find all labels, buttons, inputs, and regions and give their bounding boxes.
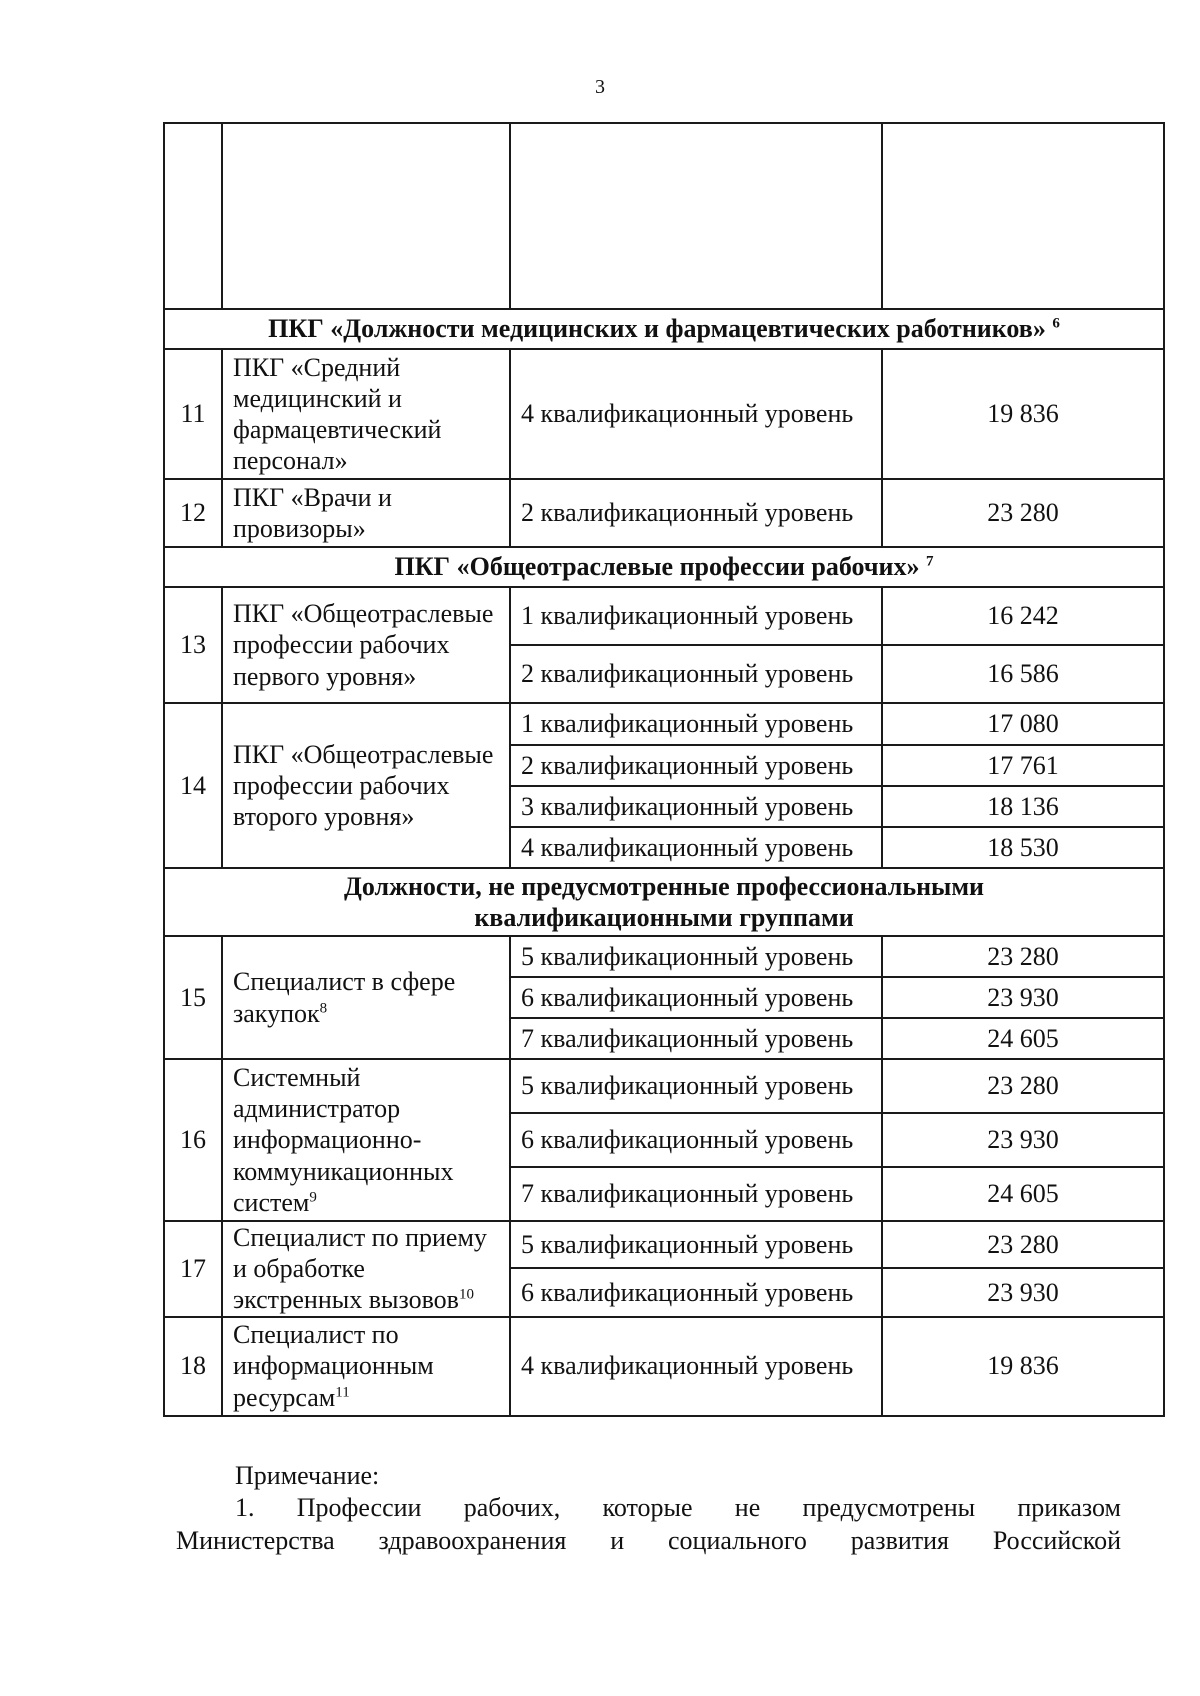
- salary-value: 19 836: [882, 1317, 1164, 1416]
- row-number: 16: [164, 1059, 222, 1221]
- row-number: 15: [164, 936, 222, 1059]
- qualification-level: 3 квалификационный уровень: [510, 786, 882, 827]
- salary-value: 23 930: [882, 1113, 1164, 1167]
- section-row: [164, 309, 1164, 349]
- qualification-level: 5 квалификационный уровень: [510, 1059, 882, 1113]
- section-title-text: ПКГ «Должности медицинских и фармацевтических работников»: [268, 314, 1046, 344]
- table-row: [164, 349, 1164, 479]
- footnote-marker: 7: [926, 553, 934, 570]
- group-name-text: Специалист в сфере закупок: [233, 967, 456, 1028]
- group-name: ПКГ «Общеотраслевые профессии рабочих второго уровня»: [222, 703, 510, 868]
- group-name: [222, 936, 510, 1059]
- table-row: [164, 1059, 1164, 1113]
- qualification-level: 4 квалификационный уровень: [510, 1317, 882, 1416]
- footnote-marker: 11: [335, 1384, 350, 1400]
- section-title-workers: [164, 547, 1164, 587]
- group-name: ПКГ «Общеотраслевые профессии рабочих первого уровня»: [222, 587, 510, 703]
- qualification-level: 6 квалификационный уровень: [510, 977, 882, 1018]
- empty-cell: [510, 123, 882, 309]
- section-title-other: Должности, не предусмотренные профессиональными квалификационными группами: [164, 868, 1164, 936]
- salary-value: 23 930: [882, 977, 1164, 1018]
- footnote-marker: 8: [319, 999, 328, 1016]
- row-number: 12: [164, 479, 222, 547]
- salary-value: 16 586: [882, 645, 1164, 703]
- group-name: [222, 1221, 510, 1317]
- salary-value: 23 280: [882, 936, 1164, 977]
- salary-value: 17 080: [882, 703, 1164, 745]
- footnote-marker: 9: [309, 1189, 317, 1206]
- group-name: ПКГ «Средний медицинский и фармацевтический персонал»: [222, 349, 510, 479]
- empty-cell: [222, 123, 510, 309]
- table-row-continued: [164, 123, 1164, 309]
- row-number: 17: [164, 1221, 222, 1317]
- salary-value: 23 280: [882, 1221, 1164, 1268]
- row-number: 11: [164, 349, 222, 479]
- qualification-level: 2 квалификационный уровень: [510, 645, 882, 703]
- salary-value: 23 280: [882, 479, 1164, 547]
- salary-value: 18 530: [882, 827, 1164, 868]
- table-row: [164, 1221, 1164, 1268]
- table-row: [164, 587, 1164, 645]
- salary-value: 19 836: [882, 349, 1164, 479]
- row-number: 18: [164, 1317, 222, 1416]
- qualification-level: 7 квалификационный уровень: [510, 1167, 882, 1221]
- salary-value: 23 280: [882, 1059, 1164, 1113]
- table-row: [164, 479, 1164, 547]
- group-name-text: Специалист по приему и обработке экстренных вызовов: [233, 1223, 487, 1315]
- group-name: ПКГ «Врачи и провизоры»: [222, 479, 510, 547]
- qualification-level: 1 квалификационный уровень: [510, 587, 882, 645]
- salary-value: 16 242: [882, 587, 1164, 645]
- row-number: 13: [164, 587, 222, 703]
- section-title-text: ПКГ «Общеотраслевые профессии рабочих»: [394, 552, 920, 582]
- empty-cell: [164, 123, 222, 309]
- group-name: [222, 1059, 510, 1221]
- qualification-level: 2 квалификационный уровень: [510, 745, 882, 786]
- footnote-marker: 10: [458, 1286, 474, 1303]
- qualification-level: 5 квалификационный уровень: [510, 1221, 882, 1268]
- section-row: [164, 547, 1164, 587]
- qualification-level: 5 квалификационный уровень: [510, 936, 882, 977]
- salary-value: 23 930: [882, 1268, 1164, 1316]
- note-text-line-2: Министерства здравоохранения и социального развития Российской: [176, 1526, 1121, 1555]
- qualification-level: 6 квалификационный уровень: [510, 1113, 882, 1167]
- salary-value: 24 605: [882, 1167, 1164, 1221]
- table-row: [164, 936, 1164, 977]
- note-title: Примечание:: [235, 1461, 380, 1490]
- salary-value: 17 761: [882, 745, 1164, 786]
- group-name-text: Системный администратор информационно-коммуникационных систем: [233, 1063, 454, 1217]
- note-text-line-1: 1. Профессии рабочих, которые не предусмотрены приказом: [235, 1493, 1121, 1522]
- table-row: [164, 1317, 1164, 1416]
- empty-cell: [882, 123, 1164, 309]
- qualification-level: 4 квалификационный уровень: [510, 349, 882, 479]
- section-title-medical: [164, 309, 1164, 349]
- salary-value: 24 605: [882, 1018, 1164, 1059]
- salary-value: 18 136: [882, 786, 1164, 827]
- qualification-level: 4 квалификационный уровень: [510, 827, 882, 868]
- qualification-level: 6 квалификационный уровень: [510, 1268, 882, 1316]
- row-number: 14: [164, 703, 222, 868]
- section-row: [164, 868, 1164, 936]
- qualification-level: 1 квалификационный уровень: [510, 703, 882, 745]
- page-number: 3: [595, 76, 605, 98]
- group-name-text: Специалист по информационным ресурсам: [233, 1320, 434, 1412]
- footnote-marker: 6: [1052, 315, 1060, 332]
- group-name: [222, 1317, 510, 1416]
- qualification-level: 2 квалификационный уровень: [510, 479, 882, 547]
- salary-table: [163, 122, 1165, 1417]
- qualification-level: 7 квалификационный уровень: [510, 1018, 882, 1059]
- table-row: [164, 703, 1164, 745]
